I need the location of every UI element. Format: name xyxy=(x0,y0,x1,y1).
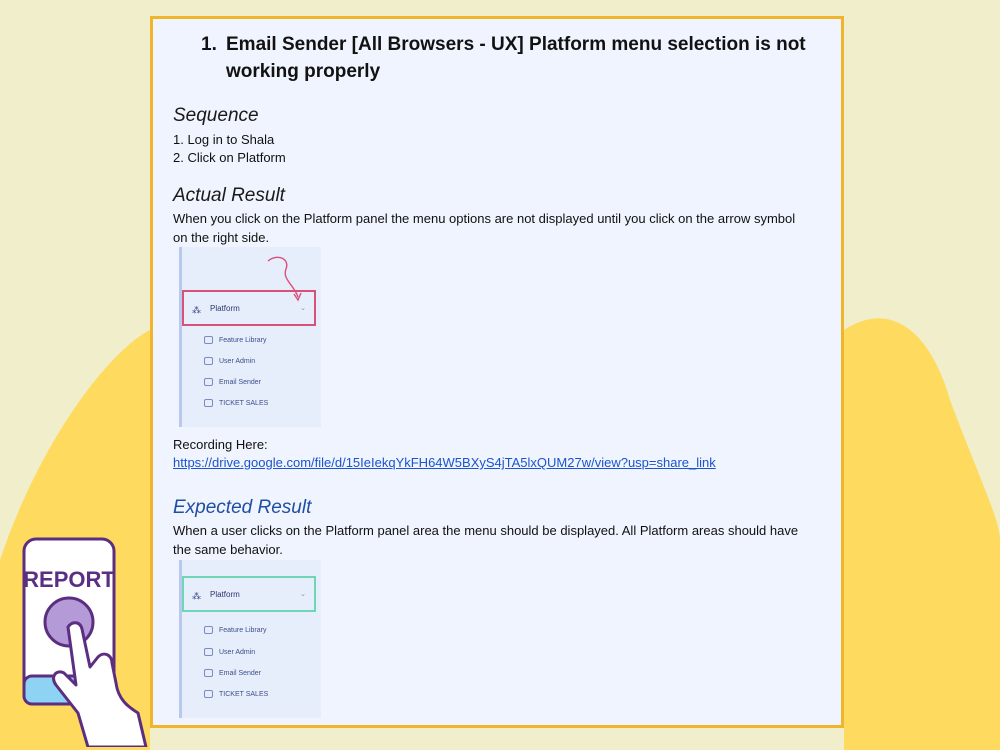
recording-link-wrap xyxy=(173,453,716,472)
actual-result-heading: Actual Result xyxy=(173,185,285,206)
title-number: 1. xyxy=(201,34,217,55)
expected-result-heading: Expected Result xyxy=(173,497,312,518)
platform-label: Platform xyxy=(210,590,240,599)
platform-label: Platform xyxy=(210,304,240,313)
report-badge xyxy=(18,535,153,747)
platform-panel[interactable] xyxy=(182,290,316,326)
chevron-down-icon[interactable]: ⌄ xyxy=(300,591,306,598)
menu-item-email-sender[interactable]: Email Sender xyxy=(204,669,261,677)
title-text: Email Sender [All Browsers - UX] Platform menu selection is not working properly xyxy=(226,34,806,82)
sequence-step-1: 1. Log in to Shala xyxy=(173,132,275,147)
expected-result-text: When a user clicks on the Platform panel area the menu should be displayed. All Platform areas should have the same behavior. xyxy=(173,523,799,557)
menu-item-user-admin[interactable]: User Admin xyxy=(204,357,255,365)
grid-icon xyxy=(204,336,213,344)
menu-item-feature-library[interactable]: Feature Library xyxy=(204,626,266,634)
platform-icon: ⁂ xyxy=(192,591,201,601)
platform-icon: ⁂ xyxy=(192,305,201,315)
issue-title xyxy=(201,31,821,85)
report-label: REPORT xyxy=(23,567,115,592)
platform-panel[interactable] xyxy=(182,576,316,612)
recording-link[interactable]: https://drive.google.com/file/d/15IeIekqYkFH64W5BXyS4jTA5lxQUM27w/view?usp=share_link xyxy=(173,455,716,470)
mail-icon xyxy=(204,378,213,386)
menu-item-feature-library[interactable]: Feature Library xyxy=(204,336,266,344)
grid-icon xyxy=(204,626,213,634)
menu-item-ticket-sales[interactable]: TICKET SALES xyxy=(204,690,268,698)
menu-item-email-sender[interactable]: Email Sender xyxy=(204,378,261,386)
sequence-heading: Sequence xyxy=(173,105,259,126)
actual-result-text: When you click on the Platform panel the menu options are not displayed until you click on the arrow symbol on the right side. xyxy=(173,211,796,245)
users-icon xyxy=(204,357,213,365)
expected-result-screenshot xyxy=(179,560,321,718)
mail-icon xyxy=(204,669,213,677)
tag-icon xyxy=(204,399,213,407)
sequence-step-2: 2. Click on Platform xyxy=(173,150,286,165)
tag-icon xyxy=(204,690,213,698)
report-document xyxy=(150,16,844,728)
chevron-down-icon[interactable]: ⌄ xyxy=(300,305,306,312)
actual-result-screenshot xyxy=(179,247,321,427)
users-icon xyxy=(204,648,213,656)
menu-item-ticket-sales[interactable]: TICKET SALES xyxy=(204,399,268,407)
recording-label: Recording Here: xyxy=(173,437,268,452)
menu-item-user-admin[interactable]: User Admin xyxy=(204,648,255,656)
